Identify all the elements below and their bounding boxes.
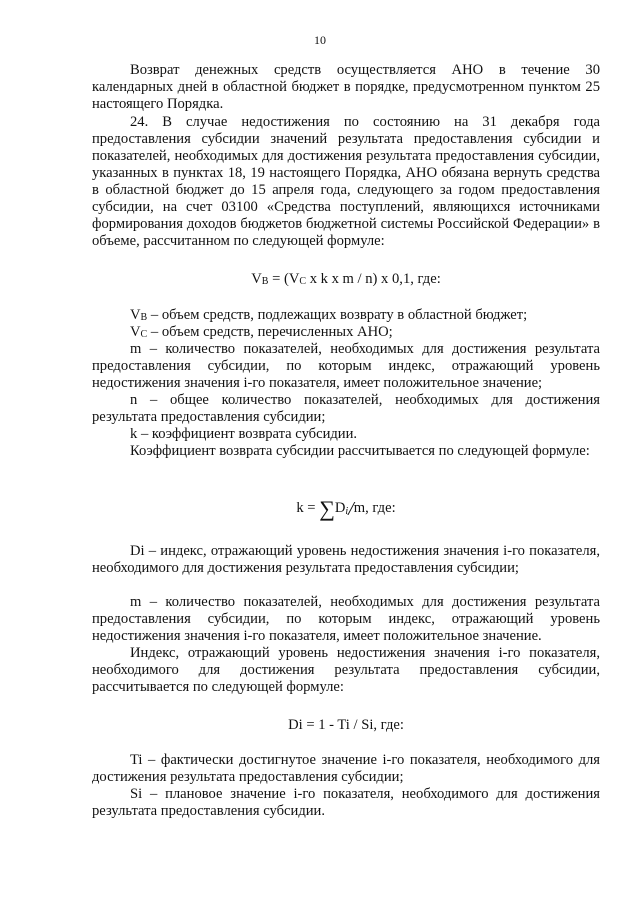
definition-m-second: m – количество показателей, необходимых для достижения результата предоставления субсидии, по которым индекс, отражающий уровень недостижения значения i-го показателя, имеет положительное значение. [92, 594, 600, 644]
sum-symbol: ∑ [319, 496, 335, 521]
paragraph-24-text: В случае недостижения по состоянию на 31 декабря года предоставления субсидии значений результата предоставления субсидии и показателей, необходимых для достижения результата предоставления субсидии, указанных в пунктах 18, 19 настоящего Порядка, АНО обязана вернуть средства в областной бюджет до 15 апреля года, следующего за годом предоставления субсидии, на счет 03100 «Средства поступлений, являющихся источниками формирования доходов бюджетов бюджетной системы Российской Федерации» в объеме, рассчитанном по следующей формуле: [92, 114, 600, 249]
formula-vb: $V_B = (V_C$ x k x m / n) x 0,1, где: [251, 271, 441, 287]
definition-k: k – коэффициент возврата субсидии. [130, 426, 358, 442]
definition-m-first: m – количество показателей, необходимых для достижения результата предоставления субсидии, по которым индекс, отражающий уровень недостижения значения i-го показателя, имеет положительное значение; [92, 341, 600, 391]
definition-n: n – общее количество показателей, необходимых для достижения результата предоставления субсидии; [92, 392, 600, 425]
paragraph-k-intro: Коэффициент возврата субсидии рассчитывается по следующей формуле: [130, 443, 590, 459]
definition-ti: Ti – фактически достигнутое значение i-го показателя, необходимого для достижения результата предоставления субсидии; [92, 752, 600, 785]
formula-di: Di = 1 - Ti / Si, где: [288, 717, 404, 733]
definition-vc: $V_C$ – объем средств, перечисленных АНО; [130, 324, 393, 340]
definition-si: Si – плановое значение i-го показателя, необходимого для достижения результата предоставления субсидии. [92, 786, 600, 819]
paragraph-24 [92, 114, 600, 250]
paragraph-di-intro: Индекс, отражающий уровень недостижения значения i-го показателя, необходимого для достижения результата предоставления субсидии, рассчитывается по следующей формуле: [92, 645, 600, 695]
paragraph-24-number: 24. [130, 114, 149, 130]
definition-vb: $V_B$ – объем средств, подлежащих возврату в областной бюджет; [130, 307, 528, 323]
definition-di: Di – индекс, отражающий уровень недостижения значения i-го показателя, необходимого для достижения результата предоставления субсидии; [92, 543, 600, 576]
page-number: 10 [314, 33, 326, 47]
formula-k: k = ∑Di/m, где: [296, 496, 396, 521]
paragraph-return-of-funds: Возврат денежных средств осуществляется АНО в течение 30 календарных дней в областной бюджет в порядке, предусмотренном пунктом 25 настоящего Порядка. [92, 62, 600, 112]
